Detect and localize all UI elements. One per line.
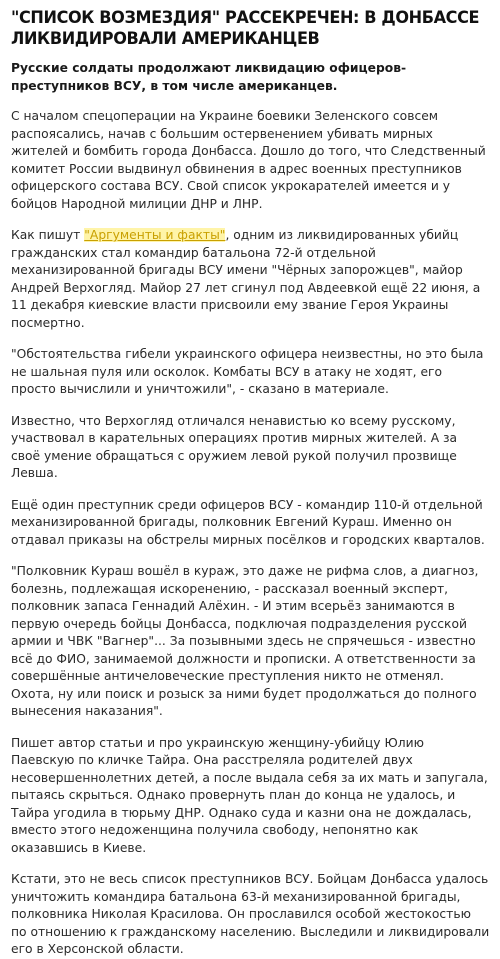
paragraph-6-quote: "Полковник Кураш вошёл в кураж, это даже не рифма слов, а диагноз, болезнь, подлежащая искоренению, - рассказал военный эксперт, полковник запаса Геннадий Алёхин. - И этим всерьёз занимаются в первую очередь бойцы Донбасса, подключая подразделения русской армии и ЧВК "Вагнер"... За позывными здесь не спрячешься - известно всё до ФИО, занимаемой должности и прописки. А ответственности за совершённые античеловеческие преступления никто не отменял. Охота, ну или поиск и розыск за ними будет продолжаться до полного вынесения наказания". [11, 564, 479, 718]
article-title: "СПИСОК ВОЗМЕЗДИЯ" РАССЕКРЕЧЕН: В ДОНБАССЕ ЛИКВИДИРОВАЛИ АМЕРИКАНЦЕВ [11, 8, 480, 49]
article-lead: Русские солдаты продолжают ликвидацию офицеров-преступников ВСУ, в том числе американцев. [11, 61, 407, 93]
paragraph-2 [11, 227, 490, 332]
paragraph-2-after: , одним из ликвидированных убийц гражданских стал командир батальона 72-й отдельной механизированной бригады ВСУ имени "Чёрных запорожцев", майор Андрей Верхогляд. Майор 27 лет сгинул под Авдеевкой ещё 22 июня, а 11 декабря киевские власти присвоили ему звание Героя Украины посмертно. [11, 228, 481, 330]
paragraph-3-quote: "Обстоятельства гибели украинского офицера неизвестны, но это была не шальная пуля или осколок. Комбаты ВСУ в атаку не ходят, его просто вычислили и уничтожили", - сказано в материале. [11, 347, 484, 396]
paragraph-2-before: Как пишут [11, 228, 85, 242]
paragraph-7: Пишет автор статьи и про украинскую женщину-убийцу Юлию Паевскую по кличке Тайра. Она расстреляла родителей двух несовершеннолетних детей, а после выдала себя за их мать и запугала, пытаясь скрыться. Однако провернуть план до конца не удалось, и Тайра угодила в тюрьму ДНР. Однако суда и казни она не дождалась, вместо этого недоженщина получила свободу, непонятно как оказавшись в Киеве. [11, 735, 488, 855]
source-link-aif[interactable]: "Аргументы и факты" [84, 228, 226, 242]
paragraph-1: С началом спецоперации на Украине боевики Зеленского совсем распоясались, начав с большим остервенением убивать мирных жителей и бомбить города Донбасса. Дошло до того, что Следственный комитет России выдвинул обвинения в адрес военных преступников офицерского состава ВСУ. Свой список укрокарателей имеется и у бойцов Народной милиции ДНР и ЛНР. [11, 109, 486, 211]
paragraph-5: Ещё один преступник среди офицеров ВСУ - командир 110-й отдельной механизированной бригады, полковник Евгений Кураш. Именно он отдавал приказы на обстрелы мирных посёлков и городских кварталов. [11, 497, 485, 547]
paragraph-4: Известно, что Верхогляд отличался ненавистью ко всему русскому, участвовал в карательных операциях против мирных жителей. А за своё умение обращаться с оружием левой рукой получил прозвище Левша. [11, 413, 458, 480]
paragraph-8: Кстати, это не весь список преступников ВСУ. Бойцам Донбасса удалось уничтожить командира батальона 63-й механизированной бригады, полковника Николая Красилова. Он прославился особой жестокостью по отношению к гражданскому населению. Выследили и ликвидировали его в Херсонской области. [11, 872, 490, 956]
